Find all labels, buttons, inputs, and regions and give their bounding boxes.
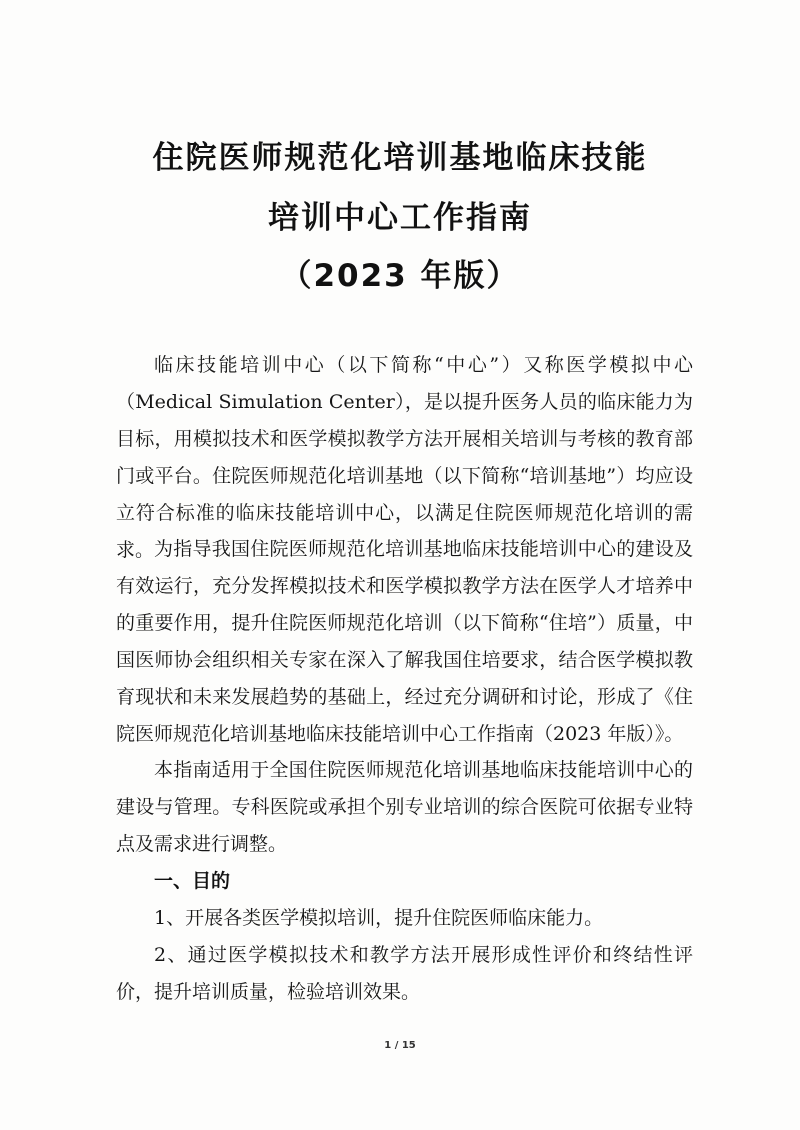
section-heading-purpose: 一、目的 — [154, 870, 231, 892]
title-line-2: 培训中心工作指南 — [268, 200, 532, 236]
title-edition: （2023 年版） — [280, 258, 520, 294]
list-item: 2、通过医学模拟技术和教学方法开展形成性评价和终结性评价，提升培训质量，检验培训效果。 — [116, 944, 693, 1003]
paragraph-purpose: 为指导我国住院医师规范化培训基地临床技能培训中心的建设及有效运行，充分发挥模拟技术和医学模拟教学方法在医学人才培养中的重要作用，提升住院医师规范化培训（以下简称“住培”）质量，中国医师协会组织相关专家在深入了解我国住培要求，结合医学模拟教育现状和未来发展趋势的基础上，经过充分调研和讨论，形成了《住院医师规范化培训基地临床技能培训中心工作指南（2023 年版）》。 — [116, 538, 693, 745]
page-number: 1 / 15 — [384, 1040, 416, 1051]
title-line-1: 住院医师规范化培训基地临床技能 — [152, 140, 648, 176]
list-item: 1、开展各类医学模拟培训，提升住院医师临床能力。 — [154, 907, 604, 929]
paragraph-intro: 临床技能培训中心（以下简称“中心”）又称医学模拟中心（Medical Simulation Center），是以提升医务人员的临床能力为目标，用模拟技术和医学模拟教学方法开展相关培训与考核的教育部门或平台。住院医师规范化培训基地（以下简称“培训基地”）均应设立符合标准的临床技能培训中心，以满足住院医师规范化培训的需求。 — [116, 354, 693, 561]
paragraph-scope: 本指南适用于全国住院医师规范化培训基地临床技能培训中心的建设与管理。专科医院或承担个别专业培训的综合医院可依据专业特点及需求进行调整。 — [116, 759, 693, 855]
